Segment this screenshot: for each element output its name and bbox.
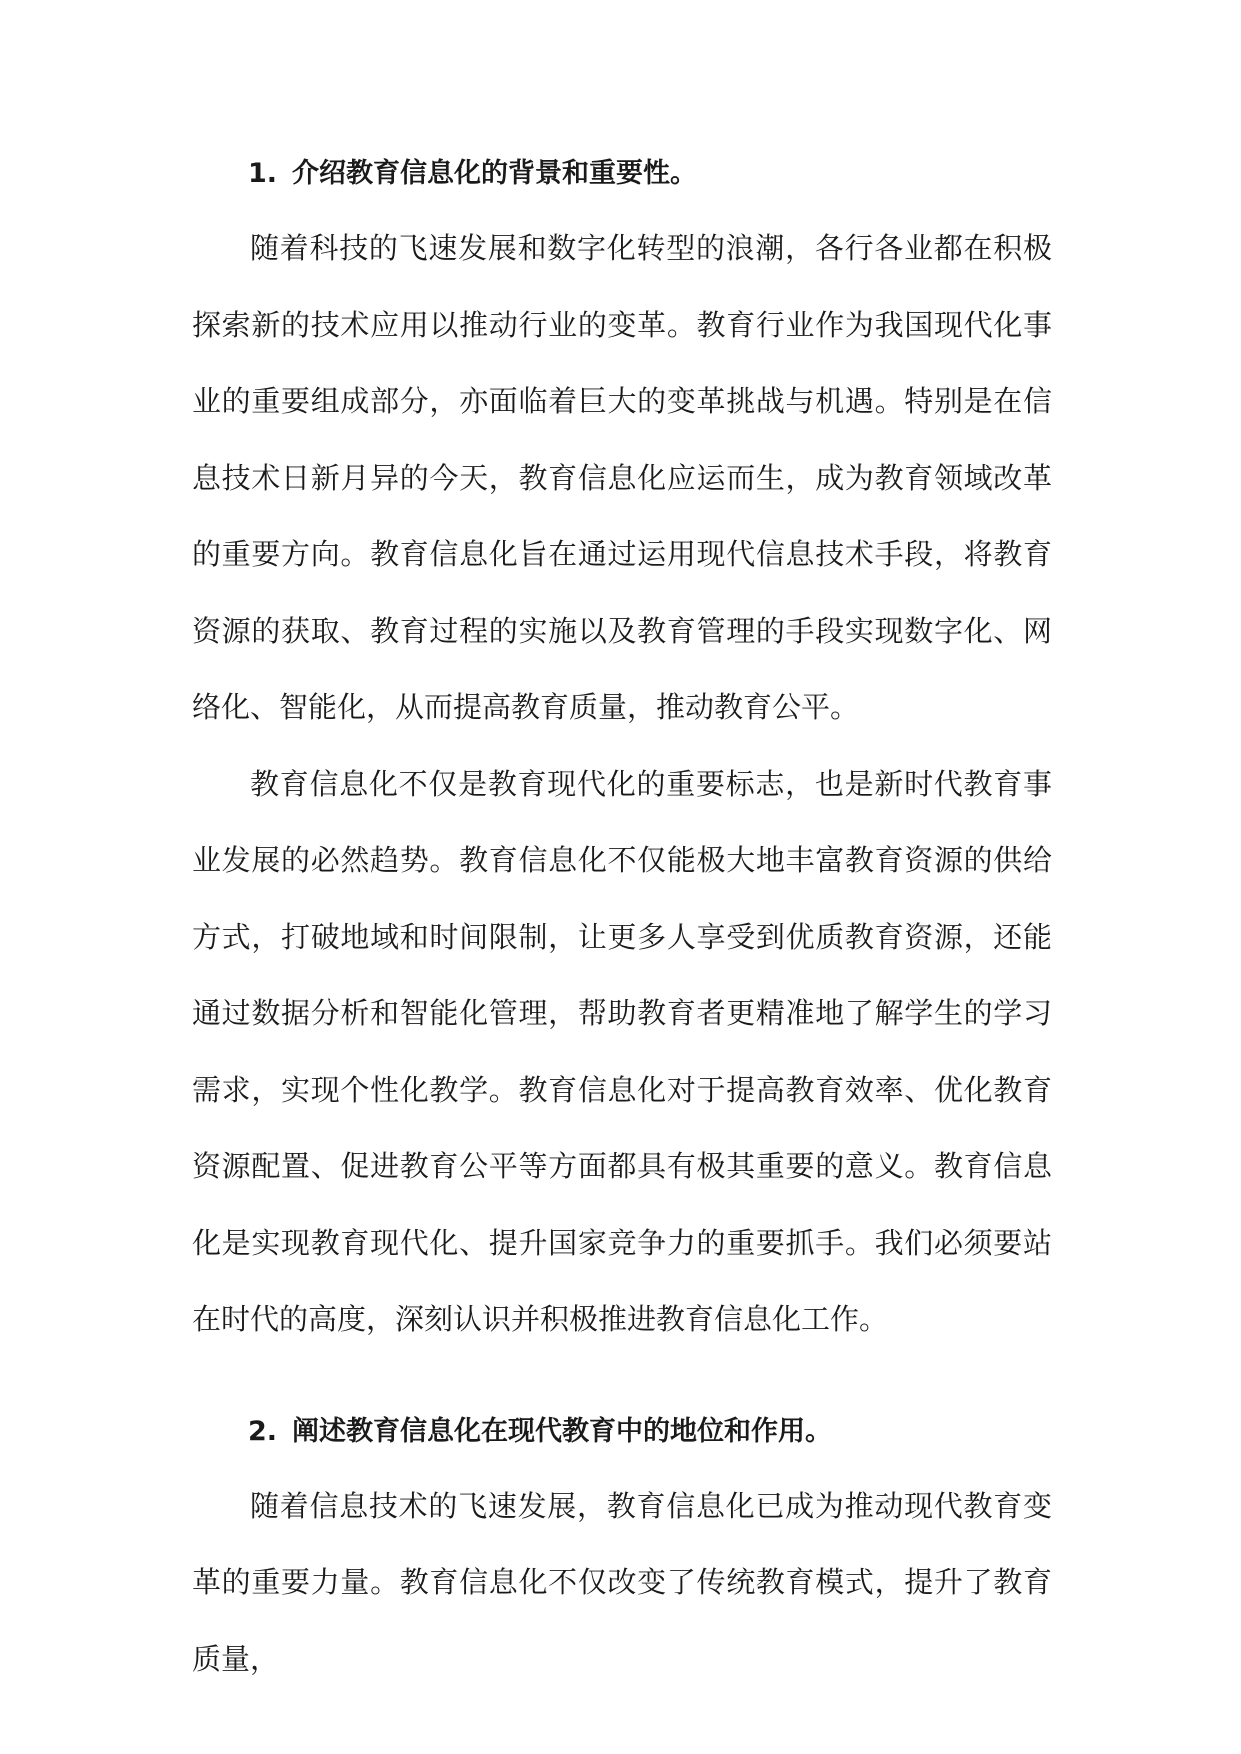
section-number: 2. [248, 1415, 278, 1447]
section-number: 1. [248, 158, 278, 189]
section-title: 介绍教育信息化的背景和重要性。 [292, 158, 697, 189]
paragraph: 随着科技的飞速发展和数字化转型的浪潮，各行各业都在积极探索新的技术应用以推动行业的变革。教育行业作为我国现代化事业的重要组成部分，亦面临着巨大的变革挑战与机遇。特别是在信息技术日新月异的今天，教育信息化应运而生，成为教育领域改革的重要方向。教育信息化旨在通过运用现代信息技术手段，将教育资源的获取、教育过程的实施以及教育管理的手段实现数字化、网络化、智能化，从而提高教育质量，推动教育公平。 [192, 231, 1052, 724]
paragraph: 教育信息化不仅是教育现代化的重要标志，也是新时代教育事业发展的必然趋势。教育信息化不仅能极大地丰富教育资源的供给方式，打破地域和时间限制，让更多人享受到优质教育资源，还能通过数据分析和智能化管理，帮助教育者更精准地了解学生的学习需求，实现个性化教学。教育信息化对于提高教育效率、优化教育资源配置、促进教育公平等方面都具有极其重要的意义。教育信息化是实现教育现代化、提升国家竞争力的重要抓手。我们必须要站在时代的高度，深刻认识并积极推进教育信息化工作。 [192, 766, 1052, 1336]
section-heading-1 [192, 140, 1052, 208]
document-page [192, 140, 1052, 1697]
section-heading-2 [192, 1398, 1052, 1466]
paragraph: 随着信息技术的飞速发展，教育信息化已成为推动现代教育变革的重要力量。教育信息化不仅改变了传统教育模式，提升了教育质量， [192, 1488, 1052, 1676]
section-title: 阐述教育信息化在现代教育中的地位和作用。 [292, 1415, 832, 1447]
